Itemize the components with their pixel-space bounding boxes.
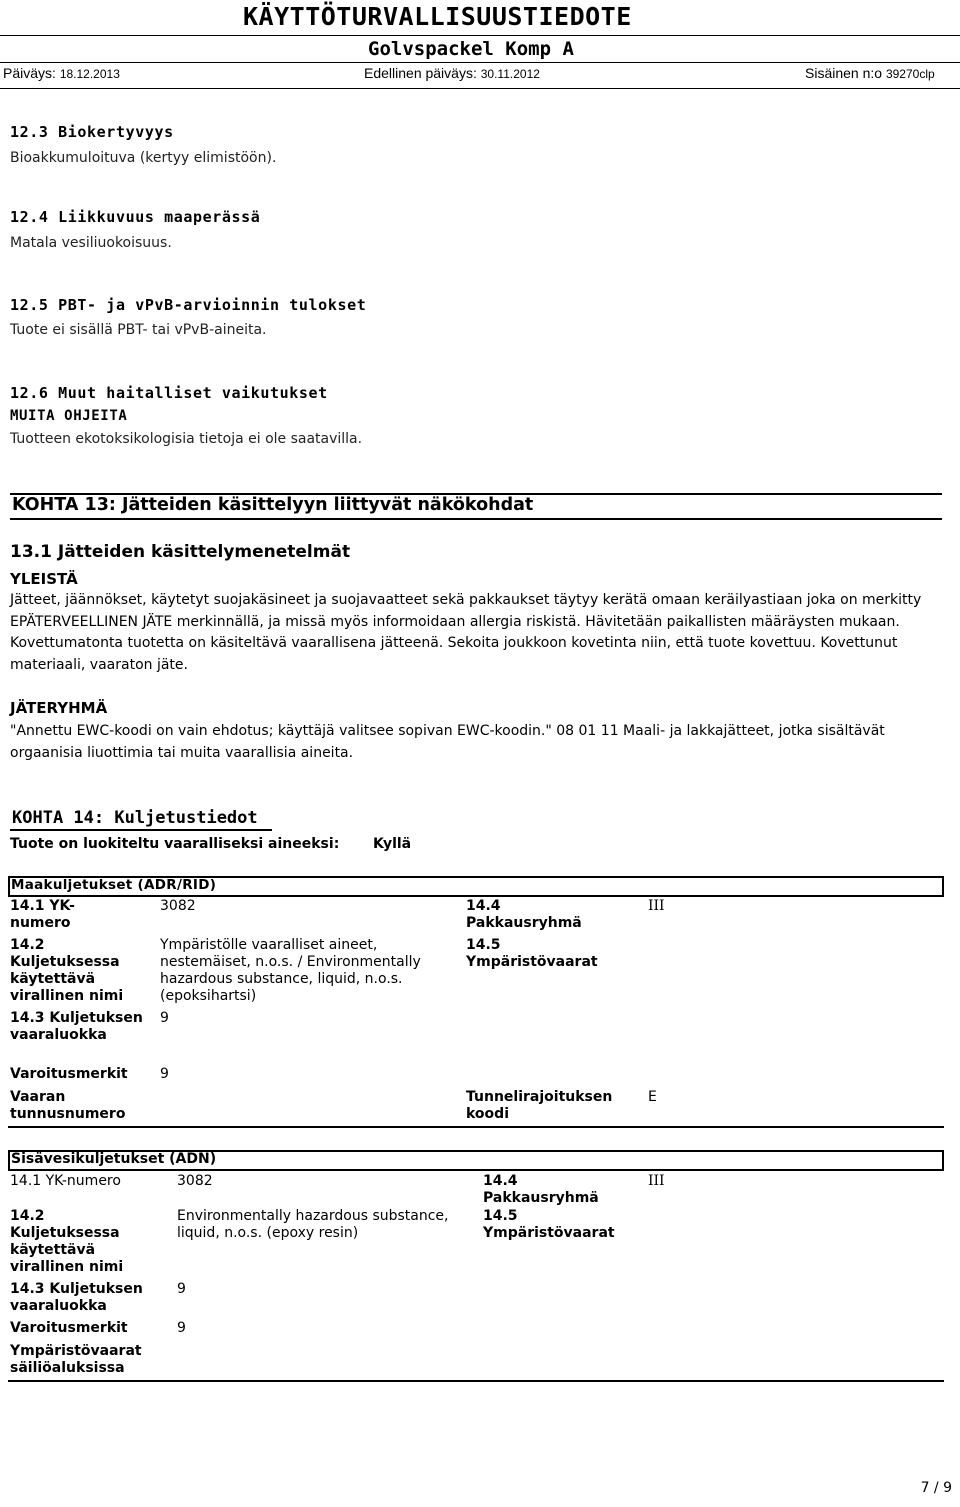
text-12-5: Tuote ei sisällä PBT- tai vPvB-aineita. — [10, 322, 267, 338]
adr-bottom-rule — [8, 1126, 944, 1128]
heading-12-4: 12.4 Liikkuvuus maaperässä — [10, 208, 261, 226]
company-name: Golvspackel Komp A — [368, 38, 574, 60]
header-rule-top — [0, 35, 960, 36]
adn-packing-group-label: 14.4 Pakkausryhmä — [483, 1173, 599, 1206]
text-12-6: Tuotteen ekotoksikologisia tietoja ei ole saatavilla. — [10, 431, 363, 447]
text-12-4: Matala vesiliuokoisuus. — [10, 235, 172, 251]
section-14-rule — [10, 829, 272, 831]
adn-shipping-name-label: 14.2 Kuljetuksessa käytettävä virallinen nimi — [10, 1208, 124, 1275]
heading-13-1: 13.1 Jätteiden käsittelymenetelmät — [10, 542, 351, 562]
heading-12-5: 12.5 PBT- ja vPvB-arvioinnin tulokset — [10, 296, 367, 314]
heading-12-6: 12.6 Muut haitalliset vaikutukset — [10, 384, 328, 402]
adn-class-value: 9 — [177, 1281, 186, 1297]
dangerous-goods-value: Kyllä — [373, 836, 412, 852]
header-rule-middle — [0, 62, 960, 63]
adn-bottom-rule — [8, 1380, 944, 1382]
page-number: 7 / 9 — [920, 1480, 952, 1496]
adr-title: Maakuljetukset (ADR/RID) — [11, 877, 217, 893]
subheading-other-instructions: MUITA OHJEITA — [10, 408, 128, 424]
adr-tunnel-code-value: E — [648, 1089, 657, 1105]
adn-warning-value: 9 — [177, 1320, 186, 1336]
adr-warning-label: Varoitusmerkit — [10, 1066, 128, 1082]
adn-un-value: 3082 — [177, 1173, 213, 1189]
dangerous-goods-label: Tuote on luokiteltu vaaralliseksi aineeksi: — [10, 836, 340, 852]
adr-class-value: 9 — [160, 1010, 169, 1026]
adr-shipping-name-value: Ympäristölle vaaralliset aineet, nestemäiset, n.o.s. / Environmentally hazardous substance, liquid, n.o.s. (epoksihartsi) — [160, 937, 421, 1004]
date-value: 18.12.2013 — [59, 67, 120, 81]
previous-date-value: 30.11.2012 — [480, 67, 540, 81]
section-13-title: KOHTA 13: Jätteiden käsittelyyn liittyvät näkökohdat — [12, 495, 534, 515]
adn-title: Sisävesikuljetukset (ADN) — [11, 1151, 217, 1167]
general-text: Jätteet, jäännökset, käytetyt suojakäsineet ja suojavaatteet sekä pakkaukset täytyy kerätä omaan keräilyastiaan joka on merkitty EPÄTERVEELLINEN JÄTE merkinnällä, ja missä myös informoidaan allergia riskistä. Hävitetään paikallisten määräysten mukaan. Kovettumatonta tuotetta on käsiteltävä vaarallisena jätteenä. Sekoita joukkoon kovetinta niin, että tuote kovettuu. Kovettunut materiaali, vaaraton jäte. — [10, 592, 922, 673]
adr-packing-group-label: 14.4 Pakkausryhmä — [466, 898, 582, 931]
adr-shipping-name-label: 14.2 Kuljetuksessa käytettävä virallinen nimi — [10, 937, 124, 1004]
adr-warning-value: 9 — [160, 1066, 169, 1082]
adr-environmental-hazard-label: 14.5 Ympäristövaarat — [466, 937, 598, 970]
date-field — [3, 65, 120, 81]
internal-number-field — [805, 65, 935, 81]
adr-un-value: 3082 — [160, 898, 196, 914]
document-title: KÄYTTÖTURVALLISUUSTIEDOTE — [243, 2, 632, 31]
adn-warning-label: Varoitusmerkit — [10, 1320, 128, 1336]
internal-number-value: 39270clp — [885, 67, 935, 81]
adn-un-label: 14.1 YK-numero — [10, 1173, 121, 1189]
text-12-3: Bioakkumuloituva (kertyy elimistöön). — [10, 150, 277, 166]
adr-class-label: 14.3 Kuljetuksen vaaraluokka — [10, 1010, 143, 1043]
adr-packing-group-value: III — [648, 898, 665, 914]
heading-12-3: 12.3 Biokertyvyys — [10, 123, 174, 141]
section-14-title: KOHTA 14: Kuljetustiedot — [12, 808, 258, 828]
waste-group-text: "Annettu EWC-koodi on vain ehdotus; käyttäjä valitsee sopivan EWC-koodin." 08 01 11 Maali- ja lakkajätteet, jotka sisältävät orgaanisia liuottimia tai muita vaarallisia aineita. — [10, 723, 885, 761]
adn-environmental-hazard-label: 14.5 Ympäristövaarat — [483, 1208, 615, 1241]
adn-shipping-name-value: Environmentally hazardous substance, liquid, n.o.s. (epoxy resin) — [177, 1208, 449, 1241]
adr-tunnel-code-label: Tunnelirajoituksen koodi — [466, 1089, 613, 1122]
adn-packing-group-value: III — [648, 1173, 665, 1189]
previous-date-field — [364, 65, 540, 81]
adn-tank-hazard-label: Ympäristövaarat säiliöaluksissa — [10, 1343, 142, 1376]
previous-date-label: Edellinen päiväys: — [364, 65, 477, 81]
header-rule-bottom — [0, 88, 960, 89]
adr-hazard-id-label: Vaaran tunnusnumero — [10, 1089, 126, 1122]
adn-class-label: 14.3 Kuljetuksen vaaraluokka — [10, 1281, 143, 1314]
date-label: Päiväys: — [3, 65, 56, 81]
section-13-rule-bottom — [10, 518, 942, 520]
waste-group-label: JÄTERYHMÄ — [10, 699, 108, 717]
general-label: YLEISTÄ — [10, 570, 78, 588]
adr-un-label: 14.1 YK-numero — [10, 898, 75, 931]
internal-number-label: Sisäinen n:o — [805, 65, 883, 81]
